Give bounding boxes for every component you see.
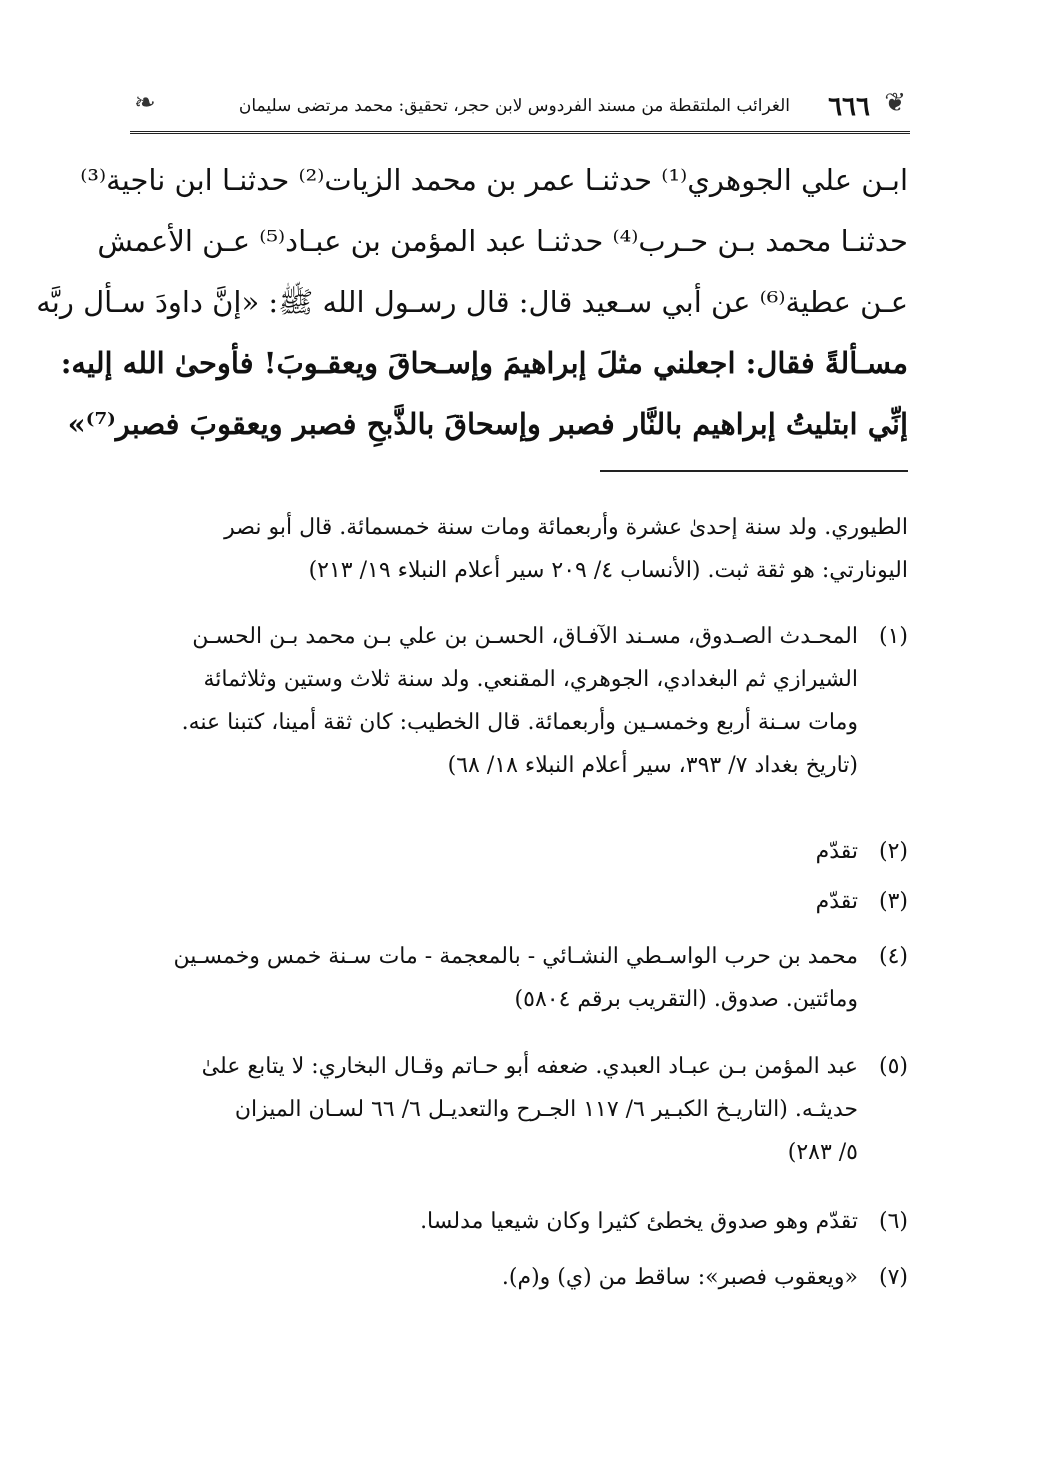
floral-ornament-icon: ❦ [884, 88, 906, 118]
footnote-1 [136, 615, 908, 787]
footnote-line: حديثـه. (التاريـخ الكبـير ٦/ ١١٧ الجـرح والتعديـل ٦/ ٦٦ لسـان الميزان [234, 1097, 858, 1122]
footnote-6 [136, 1200, 908, 1243]
footnote-line: (تاريخ بغداد ٧/ ٣٩٣، سير أعلام النبلاء ١٨/ ٦٨) [447, 753, 858, 778]
page-number: ٦٦٦ [828, 92, 870, 122]
footnote-4 [136, 935, 908, 1021]
footnote-line: تقدّم وهو صدوق يخطئ كثيرا وكان شيعيا مدلسا. [420, 1209, 858, 1234]
main-line: مسـألةً فقال: اجعلني مثلَ إبراهيمَ وإسـحاقَ ويعقـوبَ! فأوحىٰ الله إليه: [60, 346, 908, 380]
footnote-line: محمد بن حرب الواسـطي النشـائي - بالمعجمة - مات سـنة خمس وخمسـين [173, 944, 858, 969]
footnote-continuation [136, 506, 908, 592]
footnote-line: ومات سـنة أربع وخمسـين وأربعمائة. قال الخطيب: كان ثقة أمينا، كتبنا عنه. [181, 710, 858, 735]
main-line: إنِّي ابتليتُ إبراهيم بالنَّار فصبر وإسحاقَ بالذَّبحِ فصبر ويعقوبَ فصبر⁽⁷⁾» [67, 407, 908, 441]
footnote-line: تقدّم [815, 839, 858, 864]
footnote-line: ٥/ ٢٨٣) [787, 1140, 858, 1165]
footnote-2 [136, 830, 908, 873]
footnote-number: (٣) [878, 889, 908, 914]
floral-ornament-icon: ❧ [134, 88, 156, 118]
footnote-separator [600, 470, 908, 472]
footnote-number: (١) [878, 624, 908, 649]
footnote-line: اليونارتي: هو ثقة ثبت. (الأنساب ٤/ ٢٠٩ سير أعلام النبلاء ١٩/ ٢١٣) [308, 558, 908, 583]
footnote-3 [136, 880, 908, 923]
footnote-number: (٦) [878, 1209, 908, 1234]
footnote-number: (٤) [878, 944, 908, 969]
footnote-line: ومائتين. صدوق. (التقريب برقم ٥٨٠٤) [514, 987, 858, 1012]
footnote-line: تقدّم [815, 889, 858, 914]
main-text [36, 150, 908, 455]
main-line: ابـن علي الجوهري⁽¹⁾ حدثنـا عمر بن محمد الزيات⁽²⁾ حدثنـا ابن ناجية⁽³⁾ [80, 163, 908, 197]
header-rule [130, 131, 910, 134]
footnote-7 [136, 1256, 908, 1299]
footnote-number: (٧) [878, 1265, 908, 1290]
footnote-line: المحـدث الصـدوق، مسـند الآفـاق، الحسـن بن علي بـن محمد بـن الحسـن [192, 624, 858, 649]
footnote-number: (٥) [878, 1054, 908, 1079]
footnote-line: الشيرازي ثم البغدادي، الجوهري، المقنعي. ولد سنة ثلاث وستين وثلاثمائة [203, 667, 858, 692]
footnote-5 [136, 1045, 908, 1174]
footnote-number: (٢) [878, 839, 908, 864]
footnote-line: الطيوري. ولد سنة إحدىٰ عشرة وأربعمائة ومات سنة خمسمائة. قال أبو نصر [224, 515, 908, 540]
footnote-line: عبد المؤمن بـن عبـاد العبدي. ضعفه أبو حـاتم وقـال البخاري: لا يتابع علىٰ [201, 1054, 858, 1079]
running-title: الغرائب الملتقطة من مسند الفردوس لابن حجر، تحقيق: محمد مرتضى سليمان [238, 96, 790, 116]
footnote-line: «ويعقوب فصبر»: ساقط من (ي) و(م). [501, 1265, 858, 1290]
main-line: حدثنـا محمد بـن حـرب⁽⁴⁾ حدثنـا عبد المؤمن بن عبـاد⁽⁵⁾ عـن الأعمش [97, 224, 908, 258]
main-line: عـن عطية⁽⁶⁾ عن أبي سـعيد قال: قال رسـول الله ﷺ: «إنَّ داودَ سـأل ربَّه [36, 285, 908, 319]
running-header [130, 86, 910, 134]
